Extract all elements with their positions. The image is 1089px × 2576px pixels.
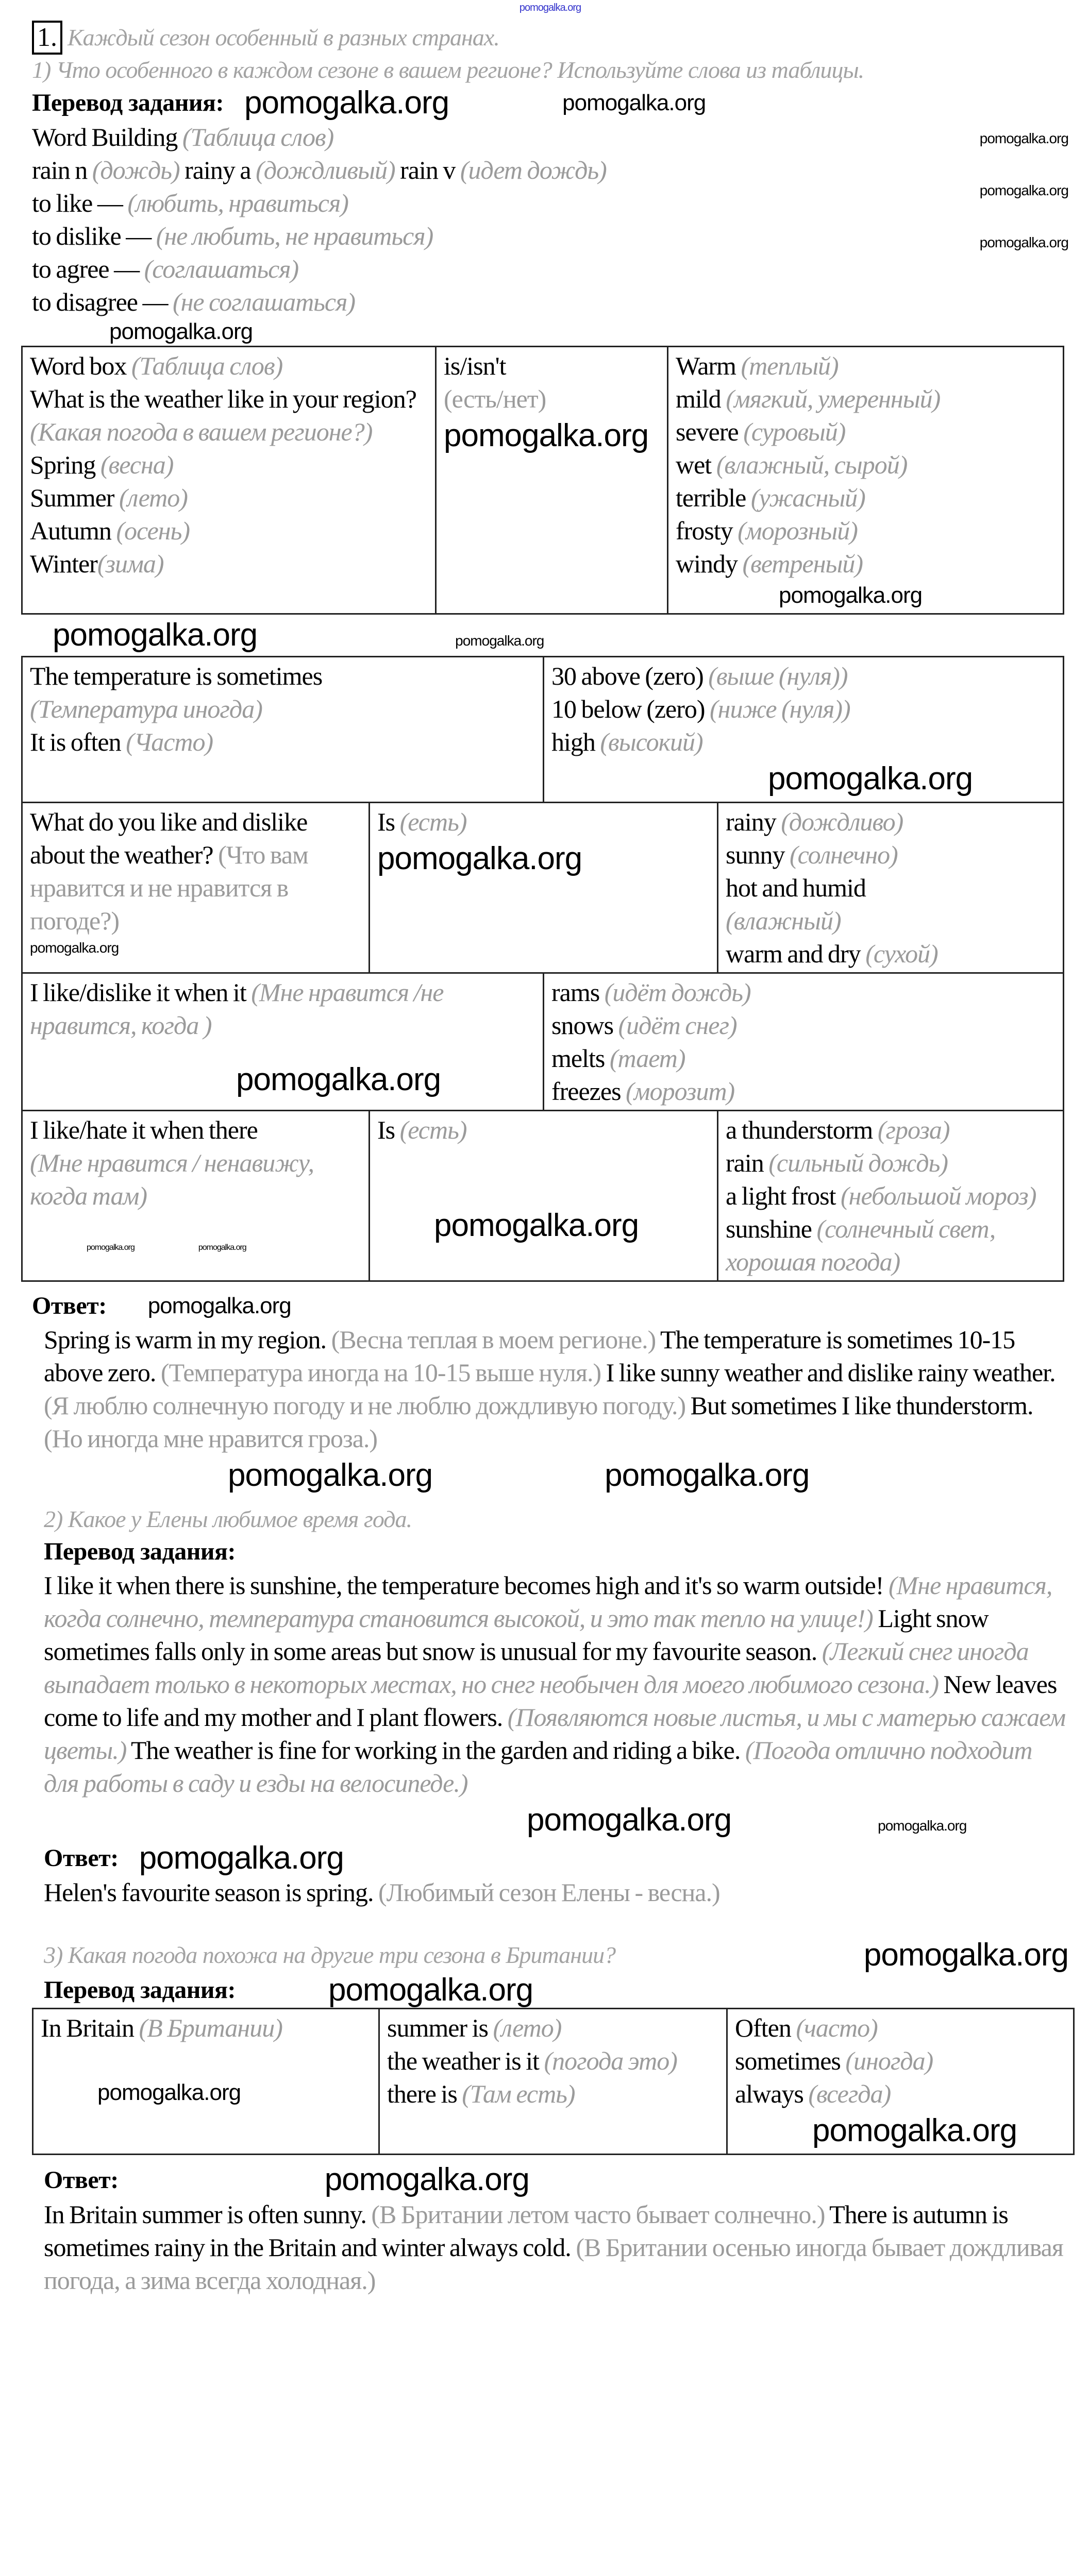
text-line: [30, 448, 428, 481]
russian-translation: (соглашаться): [144, 255, 299, 284]
russian-translation: (солнечно): [789, 840, 898, 870]
russian-translation: (Погода отлично подходит для работы в саду и езды на велосипеде.): [44, 1735, 1032, 1798]
english-text: melts: [551, 1044, 610, 1073]
task-header: [32, 21, 1068, 55]
cell-lines: [551, 976, 1056, 1108]
task-2-text: [44, 1569, 1068, 1800]
english-text: 10 below (zero): [551, 694, 710, 724]
russian-translation: (лето): [119, 483, 188, 512]
russian-translation: (Какая погода в вашем регионе?): [30, 417, 373, 446]
russian-translation: (Таблица слов): [131, 351, 283, 380]
answer-heading-row: [44, 1841, 1068, 1876]
english-text: snows: [551, 1011, 618, 1040]
watermark: pomogalka.org: [434, 1208, 639, 1244]
text-line: [551, 1009, 1056, 1042]
english-text: to like —: [32, 189, 128, 218]
text-line: [676, 481, 1056, 514]
table-row: [22, 657, 1064, 803]
phrase-table-top: [21, 656, 1064, 803]
english-text: In Britain: [41, 2013, 139, 2043]
english-text: The weather is fine for working in the garden and riding a bike.: [126, 1735, 745, 1765]
task-title: Каждый сезон особенный в разных странах.: [68, 24, 499, 50]
russian-translation: (морозит): [626, 1077, 735, 1106]
russian-translation: (весна): [100, 450, 174, 479]
question-2: 2) Какое у Елены любимое время года.: [44, 1505, 412, 1532]
cell-lines: [377, 1113, 710, 1146]
text-line: [735, 2077, 1066, 2110]
english-text: Is: [377, 807, 400, 837]
text-line: [726, 805, 1056, 838]
english-text: Summer: [30, 483, 119, 512]
cell-lines: [726, 1113, 1056, 1278]
english-text: severe: [676, 417, 744, 446]
text-line: [676, 349, 1056, 382]
english-text: What do you like and dislike about the weather?: [30, 807, 308, 870]
russian-translation: (Мне нравится, когда солнечно, температура становится высокой, и это так тепло на улице!): [44, 1570, 1052, 1633]
task-number: 1.: [32, 21, 62, 55]
table-cell: [22, 973, 544, 1111]
text-line: [551, 1075, 1056, 1108]
answer-heading: Ответ:: [32, 1292, 107, 1320]
text-line: [551, 659, 1056, 692]
russian-translation: (Часто): [126, 727, 213, 757]
word-building-row: [32, 121, 1068, 318]
russian-translation: (В Британии): [139, 2013, 282, 2043]
text-line: [377, 1113, 710, 1146]
translation-heading: Перевод задания:: [44, 1537, 236, 1565]
russian-translation: (В Британии летом часто бывает солнечно.): [371, 2199, 825, 2229]
text-line: [551, 725, 1056, 758]
watermark: pomogalka.org: [768, 761, 973, 797]
english-text: frosty: [676, 516, 738, 545]
cell-lines: [387, 2011, 719, 2110]
text-line: [676, 382, 1056, 415]
text-line: [30, 1146, 361, 1212]
text-line: [726, 1212, 1056, 1278]
russian-translation: (дождь): [92, 156, 180, 185]
text-line: [444, 382, 660, 415]
table-cell: [22, 1111, 370, 1281]
watermark: pomogalka.org: [109, 319, 253, 345]
text-line: [30, 976, 535, 1042]
english-text: There is autumn is sometimes rainy in the Britain and winter always cold.: [44, 2199, 1008, 2262]
english-text: to disagree —: [32, 287, 173, 317]
russian-translation: (ветреный): [742, 549, 863, 578]
table-cell: [718, 1111, 1064, 1281]
answer-2: [44, 1876, 1068, 1909]
question-1: 1) Что особенного в каждом сезоне в вашем регионе? Используйте слова из таблицы.: [32, 57, 864, 83]
table-cell: [22, 346, 436, 614]
text-line: [676, 547, 1056, 580]
text-line: [676, 415, 1056, 448]
english-text: I like/dislike it when it: [30, 978, 252, 1007]
watermark: pomogalka.org: [244, 85, 449, 121]
table-cell: [544, 657, 1064, 803]
russian-translation: (не любить, не нравиться): [156, 222, 433, 251]
text-line: [726, 904, 1056, 937]
watermark: pomogalka.org: [527, 1802, 732, 1838]
russian-translation: (есть): [399, 1115, 467, 1145]
text-line: [726, 1179, 1056, 1212]
english-text: sunshine: [726, 1214, 817, 1244]
text-line: [32, 154, 607, 187]
english-text: Winter: [30, 549, 97, 578]
russian-translation: (морозный): [738, 516, 858, 545]
english-text: 30 above (zero): [551, 662, 709, 691]
watermark-row: [32, 615, 1068, 656]
watermark: pomogalka.org: [147, 1293, 291, 1319]
russian-translation: (Что вам нравится и не нравится в погоде?): [30, 840, 308, 936]
russian-translation: (В Британии осенью иногда бывает дождливая погода, а зима всегда холодная.): [44, 2232, 1063, 2295]
russian-translation: (сухой): [865, 939, 938, 969]
top-watermark-row: [32, 2, 1068, 13]
text-line: [551, 692, 1056, 725]
russian-translation: (сильный дождь): [768, 1148, 948, 1178]
russian-translation: (влажный, сырой): [716, 450, 908, 479]
russian-translation: (Там есть): [462, 2079, 575, 2109]
russian-translation: (Температура иногда на 10-15 выше нуля.): [160, 1358, 601, 1387]
watermark-column: [980, 121, 1068, 250]
english-text: a thunderstorm: [726, 1115, 878, 1145]
phrase-table: [32, 656, 1068, 1282]
table-cell: [718, 803, 1064, 973]
text-line: [444, 349, 660, 382]
russian-translation: (Температура иногда): [30, 694, 262, 724]
table-cell: [22, 803, 370, 973]
russian-translation: (есть): [399, 807, 467, 837]
russian-translation: (Любимый сезон Елены - весна.): [378, 1877, 720, 1907]
russian-translation: (есть/нет): [444, 384, 546, 413]
text-line: [735, 2011, 1066, 2044]
table-row: [22, 1111, 1064, 1281]
table-row: [22, 346, 1064, 614]
english-text: It is often: [30, 727, 126, 757]
english-text: rain v: [395, 156, 460, 185]
russian-translation: (тает): [609, 1044, 685, 1073]
text-line: [387, 2011, 719, 2044]
english-text: high: [551, 727, 600, 757]
text-line: [44, 1569, 1068, 1800]
text-line: [44, 1323, 1068, 1455]
russian-translation: (ниже (нуля)): [710, 694, 850, 724]
text-line: [387, 2044, 719, 2077]
english-text: mild: [676, 384, 726, 413]
text-line: [30, 547, 428, 580]
text-line: [32, 219, 607, 252]
english-text: I like sunny weather and dislike rainy weather.: [601, 1358, 1056, 1387]
text-line: [30, 725, 535, 758]
cell-lines: [30, 805, 361, 937]
watermark: pomogalka.org: [328, 1972, 533, 2008]
watermark: pomogalka.org: [863, 1937, 1068, 1973]
watermark-row: [32, 318, 1068, 345]
text-line: [30, 1113, 361, 1146]
cell-lines: [726, 805, 1056, 970]
text-line: [32, 121, 607, 154]
text-line: [30, 659, 535, 692]
watermark: pomogalka.org: [519, 2, 581, 13]
russian-translation: (выше (нуля)): [708, 662, 848, 691]
english-text: wet: [676, 450, 716, 479]
russian-translation: (часто): [796, 2013, 878, 2043]
table-cell: [379, 2009, 727, 2155]
russian-translation: (Но иногда мне нравится гроза.): [44, 1424, 378, 1453]
text-line: [676, 514, 1056, 547]
watermark: pomogalka.org: [324, 2162, 529, 2198]
russian-translation: (погода это): [544, 2046, 677, 2076]
watermark: pomogalka.org: [87, 1243, 135, 1252]
english-text: Word box: [30, 351, 131, 380]
russian-translation: (мягкий, умеренный): [726, 384, 941, 413]
english-text: rainy a: [179, 156, 256, 185]
text-line: [551, 976, 1056, 1009]
cell-lines: [676, 349, 1056, 580]
answer-heading-row: [32, 1289, 1068, 1323]
translation-heading: Перевод задания:: [32, 89, 224, 117]
russian-translation: (Таблица слов): [182, 123, 334, 152]
english-text: is/isn't: [444, 351, 506, 380]
text-line: [735, 2044, 1066, 2077]
watermark: pomogalka.org: [97, 2080, 241, 2106]
table-cell: [33, 2009, 379, 2155]
watermark: pomogalka.org: [377, 841, 582, 877]
russian-translation: (Весна теплая в моем регионе.): [331, 1325, 656, 1354]
text-line: [30, 382, 428, 448]
english-text: to agree —: [32, 255, 144, 284]
russian-translation: (влажный): [726, 906, 841, 936]
english-text: Spring: [30, 450, 100, 479]
russian-translation: (солнечный свет, хорошая погода): [726, 1214, 996, 1277]
russian-translation: (дождливый): [256, 156, 395, 185]
english-text: Helen's favourite season is spring.: [44, 1877, 378, 1907]
english-text: to dislike —: [32, 222, 156, 251]
russian-translation: (идет дождь): [460, 156, 607, 185]
english-text: Word Building: [32, 123, 182, 152]
watermark: pomogalka.org: [139, 1840, 344, 1876]
english-text: Autumn: [30, 516, 116, 545]
watermark: pomogalka.org: [228, 1458, 433, 1494]
watermark: pomogalka.org: [779, 582, 923, 608]
table-cell: [668, 346, 1064, 614]
text-line: [30, 514, 428, 547]
watermark: pomogalka.org: [979, 182, 1068, 198]
russian-translation: (небольшой мороз): [841, 1181, 1036, 1211]
text-line: [30, 349, 428, 382]
text-line: [726, 1146, 1056, 1179]
english-text: there is: [387, 2079, 462, 2109]
translation-heading-row: [44, 1973, 1068, 2008]
english-text: sunny: [726, 840, 790, 870]
table-row: [33, 2009, 1074, 2155]
text-line: [551, 1042, 1056, 1075]
cell-lines: [41, 2011, 371, 2044]
english-text: I like it when there is sunshine, the temperature becomes high and it's so warm outside!: [44, 1570, 889, 1600]
russian-translation: (лето): [493, 2013, 562, 2043]
english-text: But sometimes I like thunderstorm.: [685, 1391, 1033, 1420]
english-text: Spring is warm in my region.: [44, 1325, 331, 1354]
russian-translation: (иногда): [845, 2046, 933, 2076]
english-text: I like/hate it when there: [30, 1115, 258, 1145]
russian-translation: (любить, нравиться): [127, 189, 348, 218]
russian-translation: (Появляются новые листья, и мы с матерью сажаем цветы.): [44, 1702, 1066, 1765]
russian-translation: (всегда): [808, 2079, 891, 2109]
russian-translation: (высокий): [600, 727, 703, 757]
answer-heading-row: [44, 2162, 1068, 2197]
watermark: pomogalka.org: [30, 940, 119, 956]
english-text: rain n: [32, 156, 92, 185]
watermark: pomogalka.org: [455, 632, 544, 649]
russian-translation: (Легкий снег иногда выпадает только в некоторых местах, но снег необычен для моего любимого сезона.): [44, 1636, 1029, 1699]
watermark: pomogalka.org: [878, 1817, 967, 1834]
watermark: pomogalka.org: [812, 2113, 1017, 2149]
english-text: The temperature is sometimes 10-15 above zero.: [44, 1325, 1015, 1387]
watermark: pomogalka.org: [53, 617, 258, 653]
answer-heading: Ответ:: [44, 2166, 119, 2194]
watermark: pomogalka.org: [979, 130, 1068, 147]
english-text: the weather is it: [387, 2046, 544, 2076]
answer-heading: Ответ:: [44, 1844, 119, 1872]
english-text: always: [735, 2079, 809, 2109]
russian-translation: (идёт снег): [618, 1011, 737, 1040]
text-line: [32, 187, 607, 219]
english-text: Often: [735, 2013, 796, 2043]
table-cell: [370, 1111, 718, 1281]
table-cell: [544, 973, 1064, 1111]
russian-translation: (зима): [97, 549, 164, 578]
russian-translation: (идёт дождь): [604, 978, 751, 1007]
english-text: rams: [551, 978, 605, 1007]
text-line: [726, 937, 1056, 970]
english-text: hot and humid: [726, 873, 866, 903]
cell-lines: [30, 976, 535, 1042]
text-line: [726, 838, 1056, 871]
english-text: terrible: [676, 483, 751, 512]
table-cell: [22, 657, 544, 803]
english-text: sometimes: [735, 2046, 846, 2076]
table-row: [22, 973, 1064, 1111]
russian-translation: (ужасный): [750, 483, 865, 512]
cell-lines: [377, 805, 710, 838]
watermark-row: [32, 1800, 1068, 1841]
phrase-table-mid: [21, 802, 1064, 974]
britain-table: [32, 2008, 1075, 2155]
translation-heading-row: [32, 86, 1068, 121]
russian-translation: (гроза): [877, 1115, 950, 1145]
russian-translation: (Мне нравится /не нравится, когда ): [30, 978, 444, 1040]
text-line: [30, 692, 535, 725]
cell-lines: [30, 1113, 361, 1212]
english-text: Is: [377, 1115, 400, 1145]
table-row: [22, 803, 1064, 973]
russian-translation: (Мне нравится / ненавижу, когда там): [30, 1148, 314, 1211]
russian-translation: (дождливо): [781, 807, 903, 837]
english-text: a light frost: [726, 1181, 841, 1211]
text-line: [41, 2011, 371, 2044]
english-text: rain: [726, 1148, 769, 1178]
russian-translation: (не соглашаться): [172, 287, 356, 317]
question-3-row: [44, 1938, 1068, 1973]
english-text: The temperature is sometimes: [30, 662, 323, 691]
cell-lines: [551, 659, 1056, 758]
watermark: pomogalka.org: [979, 234, 1068, 250]
phrase-table-row4: [21, 1110, 1064, 1282]
english-text: windy: [676, 549, 743, 578]
text-line: [377, 805, 710, 838]
english-text: summer is: [387, 2013, 493, 2043]
translation-heading: Перевод задания:: [44, 1976, 236, 2004]
question-3: 3) Какая погода похожа на другие три сезона в Британии?: [44, 1942, 616, 1968]
english-text: What is the weather like in your region?: [30, 384, 416, 413]
watermark: pomogalka.org: [605, 1458, 810, 1494]
watermark: pomogalka.org: [562, 90, 706, 115]
text-line: [726, 871, 1056, 904]
english-text: In Britain summer is often sunny.: [44, 2199, 372, 2229]
text-line: [387, 2077, 719, 2110]
russian-translation: (осень): [116, 516, 190, 545]
watermark-row: [30, 1212, 361, 1252]
text-line: [30, 481, 428, 514]
text-line: [44, 1876, 1068, 1909]
answer-1: [44, 1323, 1068, 1455]
cell-lines: [444, 349, 660, 415]
cell-lines: [735, 2011, 1066, 2110]
text-line: [32, 252, 607, 285]
word-building-list: [32, 121, 607, 318]
phrase-table-row3: [21, 972, 1064, 1111]
english-text: freezes: [551, 1077, 626, 1106]
russian-translation: (теплый): [741, 351, 839, 380]
english-text: warm and dry: [726, 939, 866, 969]
english-text: Light snow sometimes falls only in some areas but snow is unusual for my favourite season.: [44, 1603, 989, 1666]
russian-translation: (суровый): [743, 417, 846, 446]
table-cell: [370, 803, 718, 973]
cell-lines: [30, 349, 428, 580]
english-text: rainy: [726, 807, 781, 837]
table-cell: [436, 346, 668, 614]
text-line: [726, 1113, 1056, 1146]
table-cell: [727, 2009, 1074, 2155]
text-line: [676, 448, 1056, 481]
text-line: [44, 2198, 1068, 2297]
watermark: pomogalka.org: [198, 1243, 246, 1252]
cell-lines: [30, 659, 535, 758]
russian-translation: (Я люблю солнечную погоду и не люблю дождливую погоду.): [44, 1391, 686, 1420]
watermark: pomogalka.org: [236, 1062, 441, 1098]
word-box-table: [21, 346, 1064, 615]
english-text: Warm: [676, 351, 741, 380]
text-line: [30, 805, 361, 937]
english-text: New leaves come to life and my mother and I plant flowers.: [44, 1669, 1057, 1732]
answer-3: [44, 2198, 1068, 2297]
text-line: [32, 285, 607, 318]
watermark-row: [32, 1455, 1068, 1496]
watermark: pomogalka.org: [444, 417, 649, 453]
